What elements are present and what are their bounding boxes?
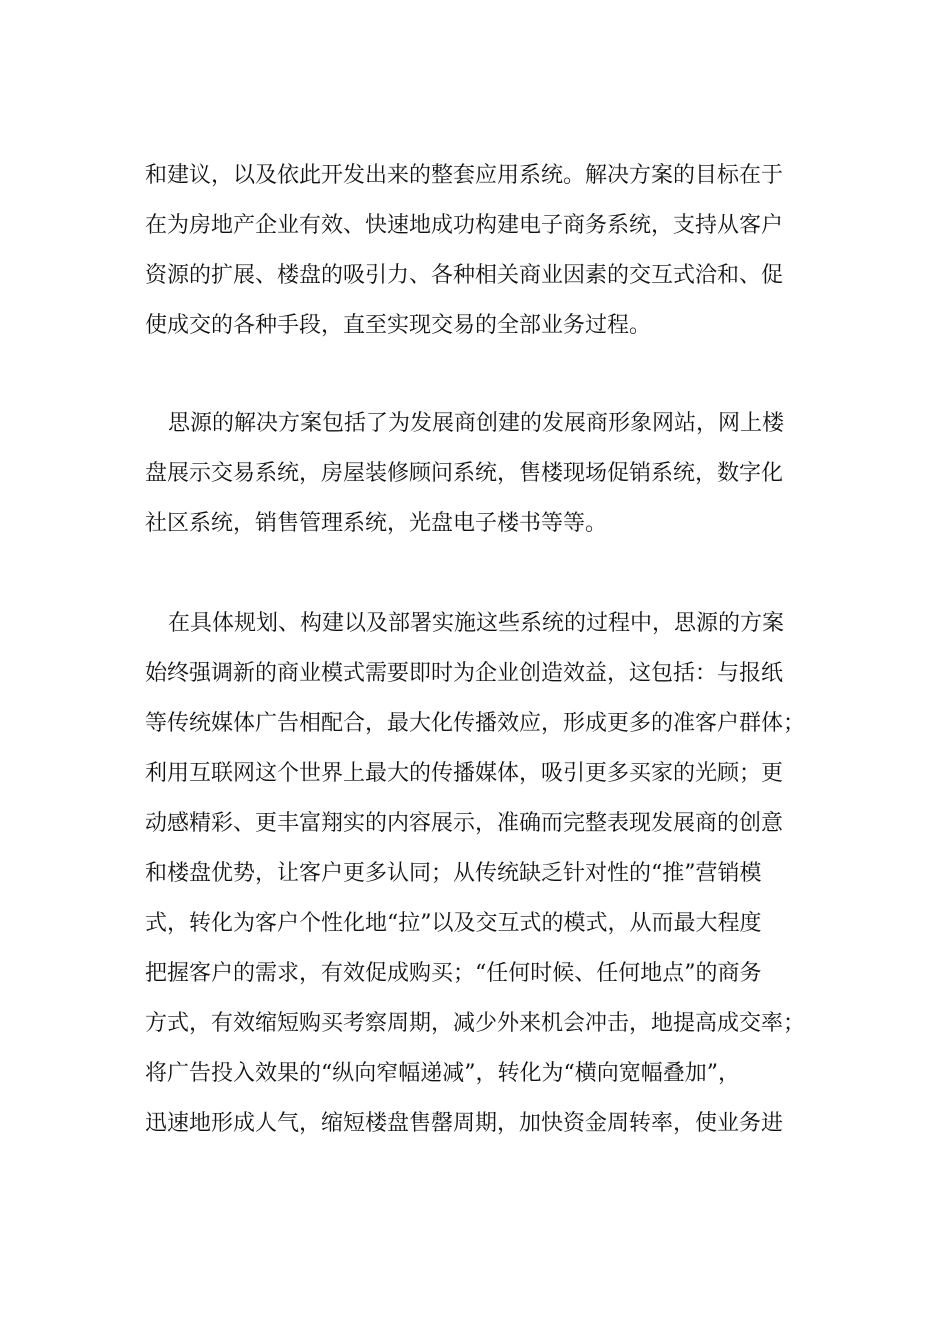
paragraph-3-line-10: 将广告投入效果的“纵向窄幅递减”，转化为“横向宽幅叠加”，: [145, 1061, 740, 1086]
paragraph-3-line-1: 在具体规划、构建以及部署实施这些系统的过程中，思源的方案: [168, 611, 785, 636]
paragraph-3-line-7: 式，转化为客户个性化地“拉”以及交互式的模式，从而最大程度: [145, 911, 762, 936]
paragraph-1-line-4: 使成交的各种手段，直至实现交易的全部业务过程。: [145, 313, 652, 338]
paragraph-3-line-4: 利用互联网这个世界上最大的传播媒体，吸引更多买家的光顾；更: [145, 761, 784, 786]
paragraph-2-line-1: 思源的解决方案包括了为发展商创建的发展商形象网站，网上楼: [168, 411, 785, 436]
paragraph-3-line-11: 迅速地形成人气，缩短楼盘售罄周期，加快资金周转率，使业务进: [145, 1111, 784, 1136]
paragraph-3-line-2: 始终强调新的商业模式需要即时为企业创造效益，这包括：与报纸: [145, 661, 784, 686]
paragraph-2-line-2: 盘展示交易系统，房屋装修顾问系统，售楼现场促销系统，数字化: [145, 461, 784, 486]
paragraph-3-line-6: 和楼盘优势，让客户更多认同；从传统缺乏针对性的“推”营销模: [145, 861, 762, 886]
paragraph-3-line-9: 方式，有效缩短购买考察周期，减少外来机会冲击，地提高成交率；: [145, 1011, 806, 1036]
paragraph-1-line-2: 在为房地产企业有效、快速地成功构建电子商务系统，支持从客户: [145, 213, 784, 238]
paragraph-3-line-3: 等传统媒体广告相配合，最大化传播效应，形成更多的准客户群体；: [145, 711, 806, 736]
paragraph-3-line-8: 把握客户的需求，有效促成购买；“任何时候、任何地点”的商务: [145, 961, 762, 986]
paragraph-3-line-5: 动感精彩、更丰富翔实的内容展示，准确而完整表现发展商的创意: [145, 811, 784, 836]
paragraph-1-line-1: 和建议，以及依此开发出来的整套应用系统。解决方案的目标在于: [145, 163, 784, 188]
paragraph-1-line-3: 资源的扩展、楼盘的吸引力、各种相关商业因素的交互式洽和、促: [145, 263, 784, 288]
paragraph-2-line-3: 社区系统，销售管理系统，光盘电子楼书等等。: [145, 511, 608, 536]
